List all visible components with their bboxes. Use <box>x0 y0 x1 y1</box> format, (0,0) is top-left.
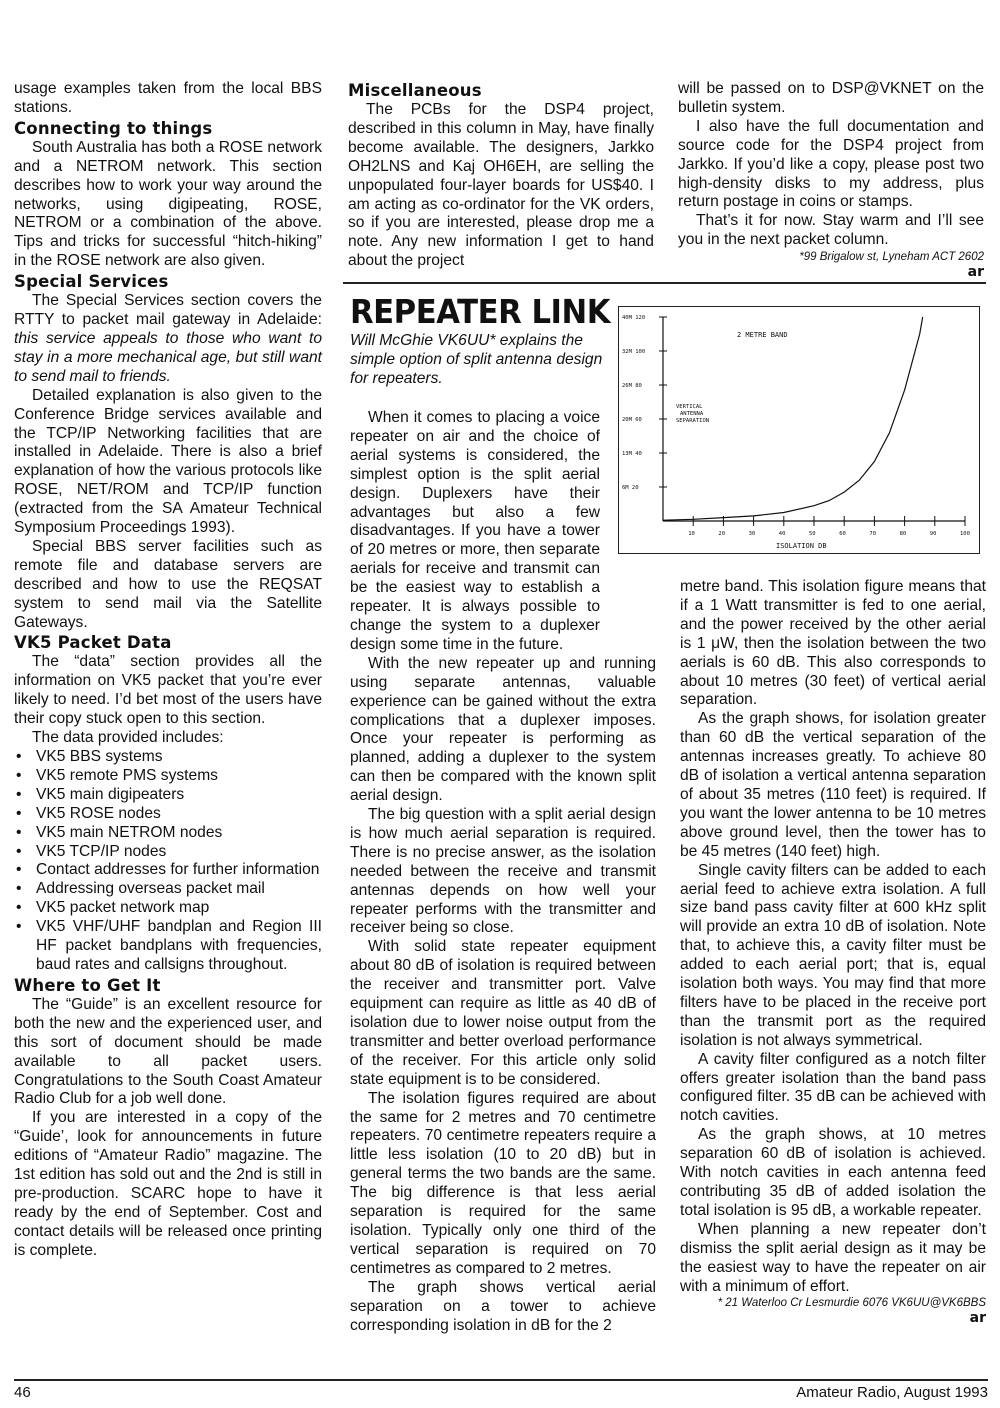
col3-paragraph-3: That’s it for now. Stay warm and I’ll see you in the next packet column. <box>678 212 984 249</box>
vk5-data-list <box>14 748 322 975</box>
col3-paragraph-1: will be passed on to DSP@VKNET on the bulletin system. <box>678 80 984 116</box>
x-tick-label: 40 <box>778 531 786 537</box>
col3-paragraph-2: I also have the full documentation and source code for the DSP4 project from Jarkko. If you’d like a copy, please post two high-density disks to my address, plus return postage in coins or stamps. <box>678 117 984 211</box>
special-lead: The Special Services section covers the RTTY to packet mail gateway in Adelaide: <box>14 292 322 329</box>
miscellaneous-heading: Miscellaneous <box>348 81 482 100</box>
end-mark: ar <box>967 264 984 281</box>
chart-svg <box>619 307 978 552</box>
repeater-paragraph: When it comes to placing a voice repeater on air and the choice of aerial systems is considered, the simplest option is the split aerial design. Duplexers have their advantages but also a few disadvantages. If you have a tower of 20 metres or more, then separate aerials for receive and transmit can be the easiest way to establish a repeater. It is always possible to change the system to a duplexer design some time in the future. <box>350 409 600 653</box>
article-standfirst: Will McGhie VK6UU* explains the simple option of split antenna design for repeaters. <box>350 332 603 387</box>
special-services-paragraph-3: Special BBS server facilities such as remote file and database servers are described and how to use the REQSAT system to send mail via the Satellite Gateways. <box>14 537 322 631</box>
connecting-paragraph: South Australia has both a ROSE network and a NETROM network. This section describes how to work your way around the networks, using digipeating, ROSE, NETROM or a combination of the above. Tips and tricks for successful “hitch-hiking” in the ROSE network are also given. <box>14 138 322 270</box>
annotation-line: SEPARATION <box>676 418 710 424</box>
repeater-paragraph: With solid state repeater equipment about 80 dB of isolation is required between the receiver and transmitter port. Valve equipment can require as little as 40 dB of isolation due to lower noise output from the transmitter and better overload performance of the receiver. For this article only solid state equipment is to be considered. <box>350 938 656 1088</box>
x-tick-label: 20 <box>718 531 726 537</box>
column-left <box>14 80 322 1261</box>
x-tick-label: 50 <box>809 531 816 537</box>
x-tick-label: 70 <box>869 531 877 537</box>
y-tick-label: 32M 100 <box>622 349 646 355</box>
list-item: • VK5 packet network map <box>14 899 322 918</box>
chart-x-label: ISOLATION DB <box>776 542 827 550</box>
repeater-paragraph: The isolation figures required are about the same for 2 metres and 70 centimetre repeaters. 70 centimetre repeaters require a little less isolation (10 to 20 dB) but in general terms the two bands are the same. The big difference is that less aerial separation is required for the same isolation. Typically only one third of the vertical separation is required on 70 centimetres as compared to 2 metres. <box>350 1089 656 1277</box>
author-signature: *99 Brigalow st, Lyneham ACT 2602 <box>799 251 984 264</box>
column-right-top <box>678 80 984 280</box>
annotation-line: VERTICAL <box>676 404 703 410</box>
list-item: • VK5 remote PMS systems <box>14 767 322 786</box>
x-tick-label: 10 <box>688 531 695 537</box>
where-to-get-it-heading: Where to Get It <box>14 975 161 995</box>
list-item: • Contact addresses for further information <box>14 861 322 880</box>
chart-annotation <box>676 404 709 424</box>
chart-title: 2 METRE BAND <box>737 331 788 339</box>
y-tick-label: 20M 60 <box>622 417 642 423</box>
repeater-paragraph: The graph shows vertical aerial separation on a tower to achieve corresponding isolation in dB for the 2 <box>350 1278 656 1334</box>
list-item: • VK5 main NETROM nodes <box>14 824 322 843</box>
where-paragraph-2: If you are interested in a copy of the “Guide’, look for announcements in future editions of “Amateur Radio” magazine. The 1st edition has sold out and the 2nd is still in pre-production. SCARC hope to have it ready by the end of September. Cost and contact details will be released once printing is complete. <box>14 1109 322 1259</box>
y-tick-label: 13M 40 <box>622 451 642 457</box>
y-tick-label: 40M 120 <box>622 315 646 321</box>
y-tick-label: 6M 20 <box>622 485 639 491</box>
connecting-heading: Connecting to things <box>14 118 213 138</box>
list-item: • VK5 main digipeaters <box>14 786 322 805</box>
vk5-paragraph-2: The data provided includes: <box>32 729 224 747</box>
publication-line: Amateur Radio, August 1993 <box>796 1384 988 1401</box>
repeater-paragraph: A cavity filter configured as a notch filter offers greater isolation than the band pass configured filter. 35 dB can be achieved with notch cavities. <box>680 1050 986 1125</box>
x-tick-label: 60 <box>839 531 846 537</box>
page-number: 46 <box>14 1384 31 1401</box>
repeater-paragraph: Single cavity filters can be added to each aerial feed to achieve extra isolation. A full size band pass cavity filter at 600 kHz split will provide an extra 10 dB of isolation. Note that, to achieve this, a cavity filter must be added to each aerial port; that is, equal isolation both ways. You may find that more filters have to be placed in the receive port than the transmit port as the required isolation is not always symmetrical. <box>680 861 986 1049</box>
special-services-paragraph-1 <box>14 292 322 387</box>
special-services-paragraph-2: Detailed explanation is also given to the Conference Bridge services available and the TCP/IP Networking facilities that are installed in Adelaide. There is also a brief explanation of how the various protocols like ROSE, NET/ROM and TCP/IP function (extracted from the SA Amateur Technical Symposium Proceedings 1993). <box>14 386 322 537</box>
article-end-mark: ar <box>969 1310 986 1327</box>
list-item: • VK5 BBS systems <box>14 748 322 767</box>
repeater-header <box>350 292 611 388</box>
isolation-chart <box>618 306 980 554</box>
special-services-heading: Special Services <box>14 272 169 292</box>
x-tick-label: 30 <box>748 531 756 537</box>
special-italic: this service appeals to those who want to stay in a more mechanical age, but still want to send mail to friends. <box>14 329 322 385</box>
list-item: • Addressing overseas packet mail <box>14 880 322 899</box>
chart-x-ticks <box>688 516 970 537</box>
repeater-paragraph: When planning a new repeater don’t dismiss the split aerial design as it may be the easiest way to have the repeater on air with a minimum of effort. <box>680 1220 986 1295</box>
repeater-paragraph: The big question with a split aerial design is how much aerial separation is required. There is no precise answer, as the isolation needed between the receive and transmit antennas depends on how well your repeater performs with the transmitter and receiver being so close. <box>350 806 656 937</box>
x-tick-label: 80 <box>899 531 907 537</box>
y-tick-label: 26M 80 <box>622 383 642 389</box>
repeater-column-right <box>680 578 986 1326</box>
x-tick-label: 100 <box>960 531 970 537</box>
section-divider <box>343 282 986 284</box>
repeater-paragraph: As the graph shows, for isolation greater than 60 dB the vertical separation of the antennas increases greatly. To achieve 80 dB of isolation a vertical antenna separation of about 35 metres (110 feet) is required. If you want the lower antenna to be 10 metres above ground level, then the tower has to be 45 metres (140 feet) high. <box>680 710 986 860</box>
list-item: • VK5 ROSE nodes <box>14 805 322 824</box>
repeater-paragraph: With the new repeater up and running using separate antennas, valuable experience can be gained without the extra complications that a duplexer imposes. Once your repeater is performing as planned, adding a duplexer to the system can then be compared with the known split aerial design. <box>350 654 656 805</box>
x-tick-label: 90 <box>929 531 937 537</box>
list-item: • VK5 TCP/IP nodes <box>14 843 322 862</box>
vk5-packet-data-heading: VK5 Packet Data <box>14 633 172 653</box>
where-paragraph-1: The “Guide” is an excellent resource for both the new and the experienced user, and this sort of document should be made available to all packet users. Congratulations to the South Coast Amateur Radio Club for a job well done. <box>14 995 322 1108</box>
column-middle-top <box>348 80 654 271</box>
vk5-paragraph-1: The “data” section provides all the information on VK5 packet that you’re ever likely to need. I’d bet most of the users have their copy stuck open to this section. <box>14 653 322 728</box>
repeater-paragraph: metre band. This isolation figure means that if a 1 Watt transmitter is fed to one aerial, and the power received by the other aerial is 1 μW, then the isolation between the two aerials is 60 dB. This also corresponds to about 10 metres (30 feet) of vertical aerial separation. <box>680 578 986 709</box>
miscellaneous-paragraph: The PCBs for the DSP4 project, described in this column in May, have finally become available. The designers, Jarkko OH2LNS and Kaj OH6EH, are selling the unpopulated four-layer boards for US$40. I am acting as co-ordinator for the VK orders, so if you are interested, please drop me a note. Any new information I get to hand about the project <box>348 101 654 270</box>
article-title: REPEATER LINK <box>350 292 611 331</box>
footer-rule <box>14 1379 988 1381</box>
repeater-paragraph: As the graph shows, at 10 metres separation 60 dB of isolation is achieved. With notch cavities in each antenna feed contributing 35 dB of added isolation the total isolation is 95 dB, a workable repeater. <box>680 1126 986 1219</box>
repeater-column-middle <box>350 409 656 1335</box>
article-signature: * 21 Waterloo Cr Lesmurdie 6076 VK6UU@VK6BBS <box>717 1297 986 1310</box>
col1-intro: usage examples taken from the local BBS stations. <box>14 80 322 116</box>
annotation-line: ANTENNA <box>680 411 704 417</box>
list-item: • VK5 VHF/UHF bandplan and Region III HF packet bandplans with frequencies, baud rates and callsigns throughout. <box>14 918 322 975</box>
